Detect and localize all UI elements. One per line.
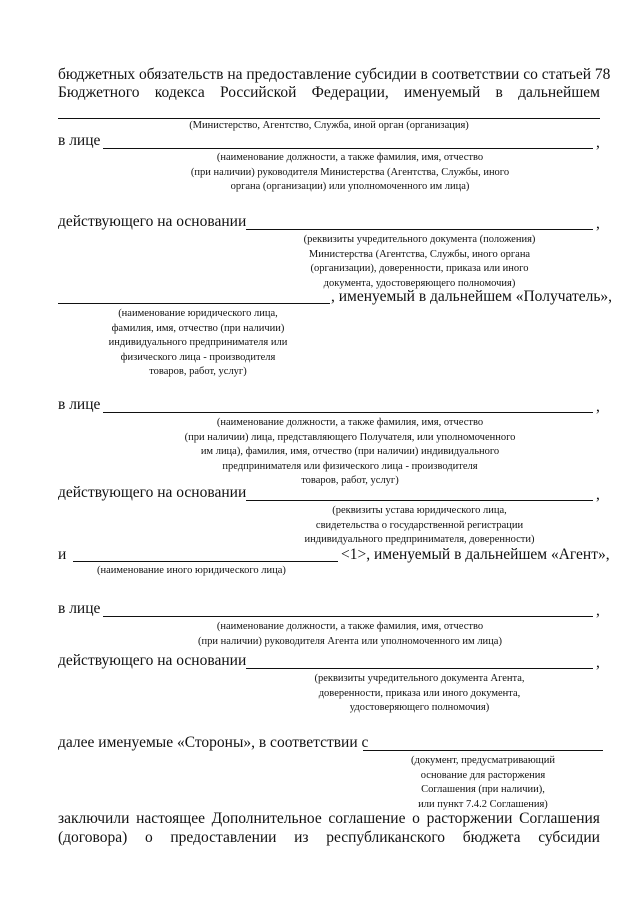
recipient-in-person-label: в лице [58, 396, 101, 413]
termination-basis-field[interactable] [363, 750, 603, 751]
ministry-basis-label: действующего на основании [58, 213, 247, 230]
word: расторжении [426, 810, 513, 827]
comma: , [596, 215, 600, 232]
parties-text: далее именуемые «Стороны», в соответствии с [58, 734, 369, 751]
word: Бюджетного [58, 84, 140, 101]
agent-name-caption: (наименование иного юридического лица) [97, 565, 286, 576]
word: субсидии [538, 829, 600, 846]
word: из [294, 829, 309, 846]
word: Федерации, [311, 84, 389, 101]
word: бюджета [462, 829, 521, 846]
ministry-head-field[interactable] [103, 148, 593, 149]
word: заключили [58, 810, 130, 827]
word: Российской [219, 84, 297, 101]
comma: , [596, 134, 600, 151]
word: о [144, 829, 153, 846]
recipient-name-field[interactable] [58, 303, 330, 304]
word: (договора) [58, 829, 128, 846]
recipient-basis-caption: (реквизиты устава юридического лица, свидетельства о государственной регистрации индивидуального предпринимателя, доверенности) [304, 505, 535, 545]
agent-basis-caption: (реквизиты учредительного документа Агента, доверенности, приказа или иного документа, удостоверяющего полномочия) [314, 673, 525, 713]
agent-head-field[interactable] [103, 616, 593, 617]
recipient-basis-label: действующего на основании [58, 484, 247, 501]
word: Соглашения [519, 810, 600, 827]
word: в [495, 84, 503, 101]
word: соглашение [328, 810, 406, 827]
word: Дополнительное [211, 810, 322, 827]
agent-in-person-label: в лице [58, 600, 101, 617]
word: о [412, 810, 420, 827]
comma: , [596, 486, 600, 503]
word: дальнейшем [518, 84, 600, 101]
ministry-head-caption: (наименование должности, а также фамилия, имя, отчество (при наличии) руководителя Министерства (Агентства, Службы, иного органа (организации) или уполномоченного им лица) [190, 152, 510, 192]
comma: , [596, 654, 600, 671]
agent-basis-label: действующего на основании [58, 652, 247, 669]
recipient-name-caption: (наименование юридического лица, фамилия, имя, отчество (при наличии) индивидуального предпринимателя или физического лица - производителя товаров, работ, услуг) [108, 308, 288, 377]
recipient-head-caption: (наименование должности, а также фамилия, имя, отчество (при наличии) лица, представляющего Получателя, или уполномоченного им лица), фамилия, имя, отчество (при наличии) индивидуального предпринимателя или физического лица - производителя товаров, работ, услуг) [184, 417, 516, 486]
and-label: и [58, 546, 67, 563]
intro-line-1: бюджетных обязательств на предоставление субсидии в соответствии со статьей 78 [58, 66, 611, 83]
word: именуемый [404, 84, 481, 101]
recipient-designation: , именуемый в дальнейшем «Получатель», [331, 288, 613, 305]
word: республиканского [326, 829, 446, 846]
termination-basis-caption: (документ, предусматривающий основание для расторжения Соглашения (при наличии), или пункт 7.4.2 Соглашения) [411, 755, 555, 810]
word: предоставлении [170, 829, 277, 846]
word: кодекса [154, 84, 205, 101]
intro-line-2 [58, 84, 600, 102]
concluded-line-1 [58, 810, 600, 828]
ministry-basis-field[interactable] [246, 229, 593, 230]
ministry-name-caption: (Министерство, Агентство, Служба, иной орган (организация) [189, 120, 469, 131]
recipient-basis-field[interactable] [246, 500, 593, 501]
agent-basis-field[interactable] [246, 668, 593, 669]
recipient-head-field[interactable] [103, 412, 593, 413]
agent-head-caption: (наименование должности, а также фамилия, имя, отчество (при наличии) руководителя Агента или уполномоченного им лица) [198, 621, 502, 647]
ministry-basis-caption: (реквизиты учредительного документа (положения) Министерства (Агентства, Службы, иного органа (организации), доверенности, приказа или иного документа, удостоверяющего полномочия) [303, 234, 536, 289]
word: настоящее [136, 810, 205, 827]
comma: , [596, 398, 600, 415]
comma: , [596, 602, 600, 619]
concluded-line-2 [58, 829, 600, 847]
agent-designation: <1>, именуемый в дальнейшем «Агент», [341, 546, 610, 563]
agent-name-field[interactable] [73, 561, 338, 562]
ministry-in-person-label: в лице [58, 132, 101, 149]
